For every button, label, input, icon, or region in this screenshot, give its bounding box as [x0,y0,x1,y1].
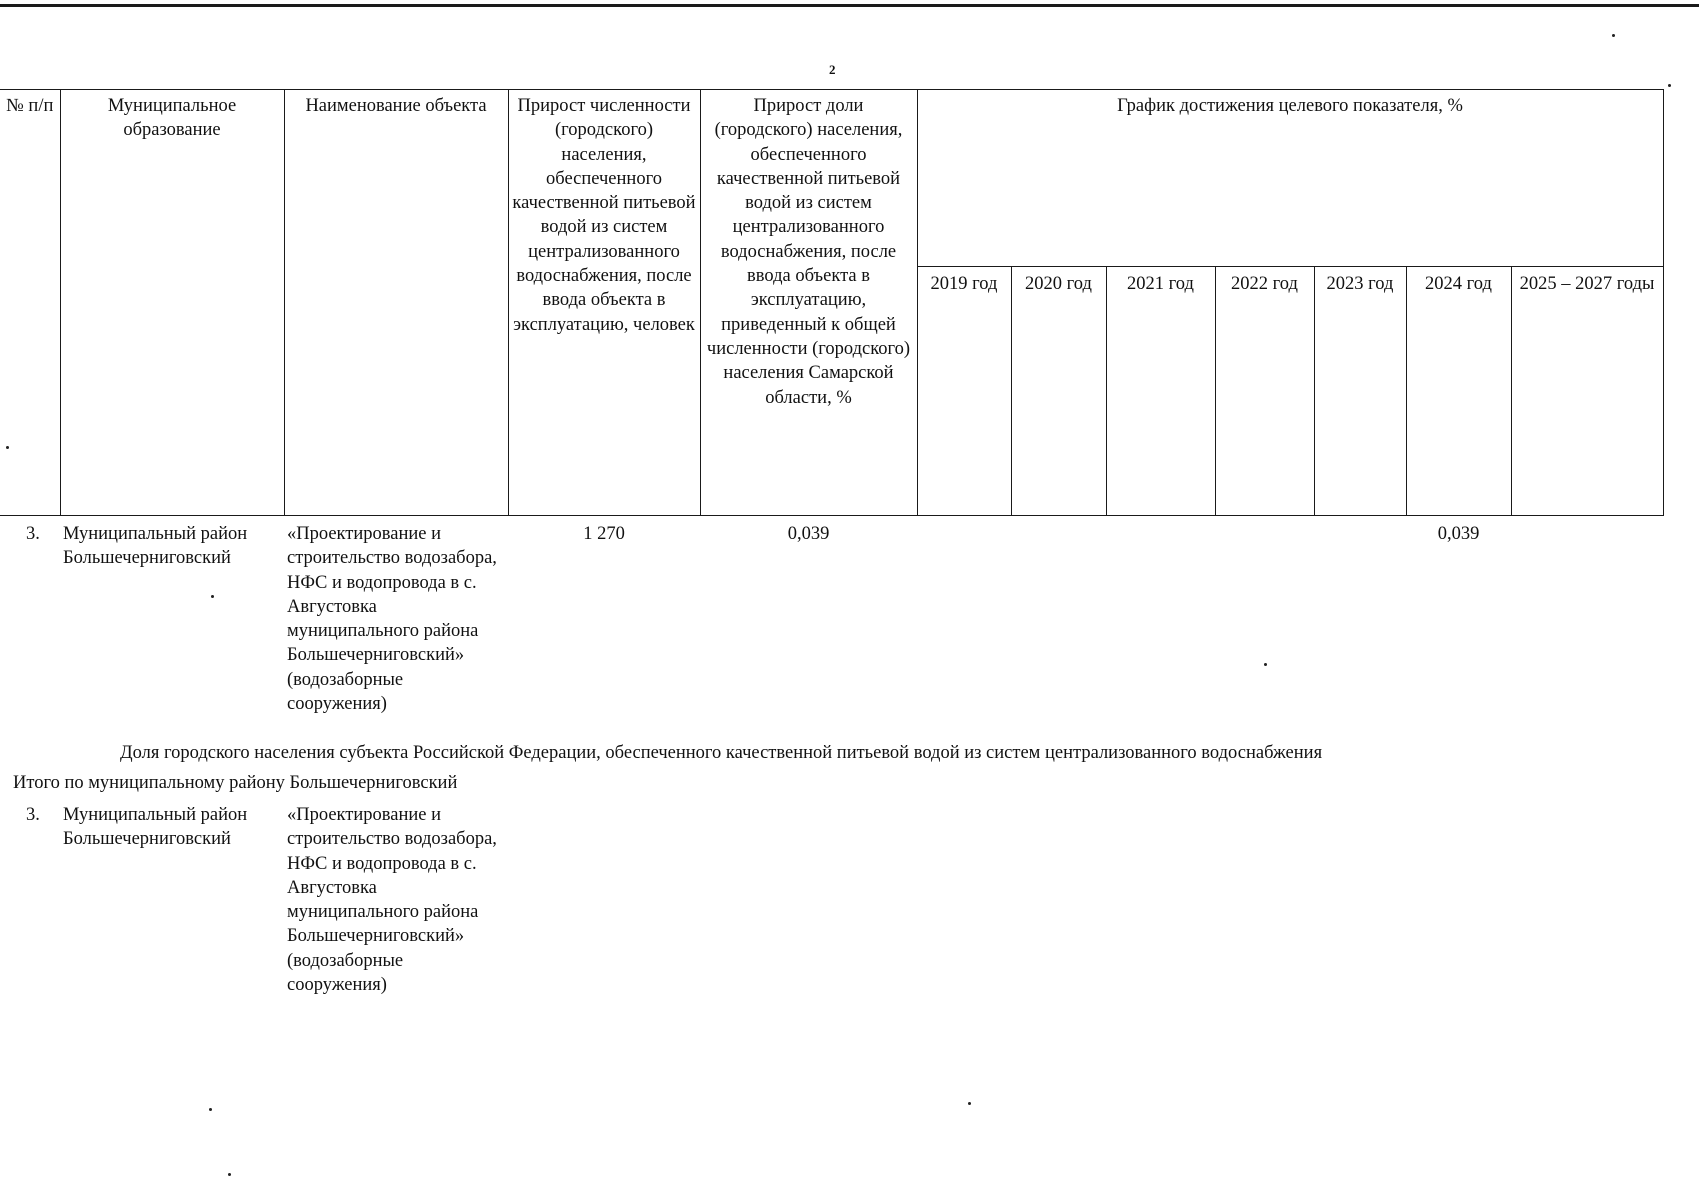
header-population-growth: Прирост численности (городского) населения, обеспеченного качественной питьевой водой из систем централизованного водоснабжения, после ввода объекта в эксплуатацию, человек [508,90,700,516]
summary-line: Доля городского населения субъекта Российской Федерации, обеспеченного качественной питьевой водой из систем централизованного водоснабжения [120,743,1323,763]
scan-speck [211,595,214,598]
header-municipality: Муниципальное образование [60,90,284,516]
row1-num: 3. [26,524,40,544]
page-number: 2 [829,62,836,77]
header-object-name: Наименование объекта [284,90,508,516]
top-rule [0,4,1699,7]
header-share-growth: Прирост доли (городского) населения, обеспеченного качественной питьевой водой из систем централизованного водоснабжения, после ввода объекта в эксплуатацию, приведенный к общей численности (городского) населения Самарской области, % [700,90,917,516]
row1-year-2024: 0,039 [1437,524,1480,544]
row1-municipality: Муниципальный район Большечерниговский [63,524,248,569]
total-line: Итого по муниципальному району Большечерниговский [13,773,458,793]
row2-object-name: «Проектирование и строительство водозабора, НФС и водопровода в с. Августовка муниципального района Большечерниговский» (водозаборные сооружения) [287,805,497,996]
row2-municipality: Муниципальный район Большечерниговский [63,805,248,850]
scan-speck [228,1173,231,1176]
header-year-2019: 2019 год [917,267,1011,516]
row1-share: 0,039 [787,524,830,544]
header-year-2020: 2020 год [1011,267,1106,516]
header-year-2021: 2021 год [1106,267,1215,516]
scan-speck [1264,663,1267,666]
row1-object-name: «Проектирование и строительство водозабора, НФС и водопровода в с. Августовка муниципального района Большечерниговский» (водозаборные сооружения) [287,524,497,715]
scan-speck [209,1108,212,1111]
header-year-2024: 2024 год [1406,267,1511,516]
header-year-2023: 2023 год [1314,267,1406,516]
row2-num: 3. [26,805,40,825]
header-table [0,89,1664,516]
scan-speck [1612,34,1615,37]
scan-speck [968,1102,971,1105]
header-year-2022: 2022 год [1215,267,1314,516]
row1-population: 1 270 [583,524,625,544]
header-num: № п/п [0,90,60,516]
scan-speck [1668,84,1671,87]
header-year-2025-2027: 2025 – 2027 годы [1511,267,1663,516]
header-schedule: График достижения целевого показателя, % [917,90,1663,267]
